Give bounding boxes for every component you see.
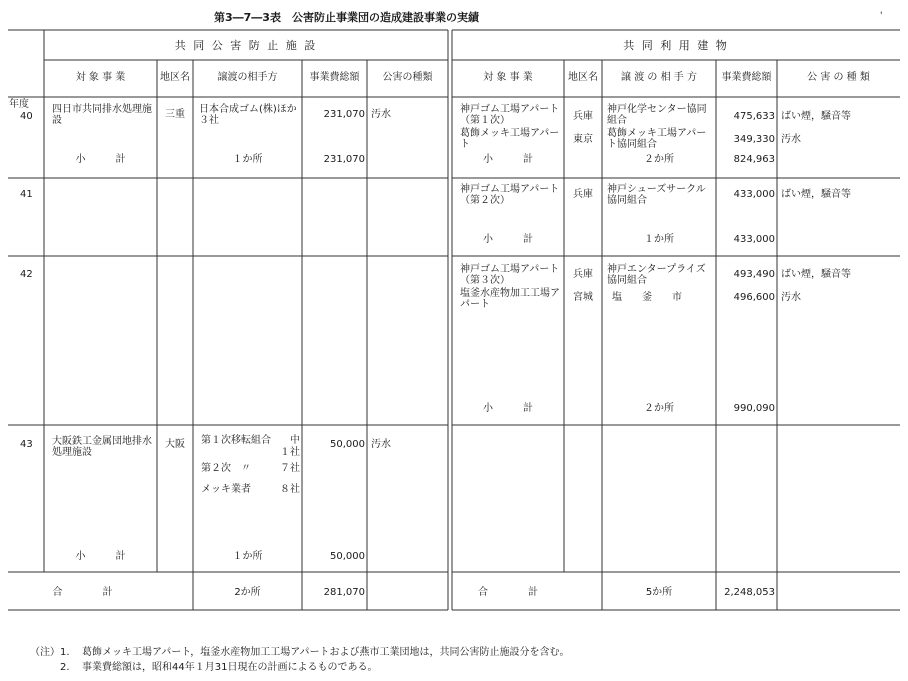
left-col-project: 対 象 事 業 <box>75 72 126 83</box>
right-cost-40-1: 475,633 <box>733 111 775 122</box>
right-pollution-41: ばい煙，騒音等 <box>781 189 851 200</box>
left-recipient-43-3: メッキ業者 <box>201 484 251 495</box>
right-subtotal-label-42: 小 計 <box>483 403 533 414</box>
right-subtotal-places-41: １か所 <box>644 234 674 245</box>
left-recipient-43-1-prefix: 中 <box>290 435 300 446</box>
right-project-40-2: 葛飾メッキ工場アパート <box>460 128 560 150</box>
year-42: 42 <box>20 269 33 280</box>
right-cost-41: 433,000 <box>733 189 775 200</box>
left-district-43: 大阪 <box>165 439 185 450</box>
left-total-cost: 281,070 <box>323 587 365 598</box>
left-subtotal-cost-40: 231,070 <box>323 154 365 165</box>
right-subtotal-label-41: 小 計 <box>483 234 533 245</box>
right-recipient-40-1: 神戸化学センター協同組合 <box>607 104 707 126</box>
left-recipient-43-1-count: １社 <box>280 447 300 458</box>
right-subtotal-label-40: 小 計 <box>483 154 533 165</box>
right-district-40-1: 兵庫 <box>573 111 593 122</box>
right-col-recipient: 譲 渡 の 相 手 方 <box>621 72 697 83</box>
right-subtotal-places-40: ２か所 <box>644 154 674 165</box>
left-recipient-43-3-count: ８社 <box>280 484 300 495</box>
left-subtotal-cost-43: 50,000 <box>330 551 365 562</box>
left-cost-43: 50,000 <box>330 439 365 450</box>
right-project-42-1: 神戸ゴム工場アパート（第３次） <box>460 264 560 286</box>
note-2-text: 事業費総額は，昭和44年１月31日現在の計画によるものである。 <box>82 662 378 673</box>
note-2-num: 2. <box>60 662 70 673</box>
right-pollution-42-2: 汚水 <box>781 292 801 303</box>
left-recipient-43-2: 第２次 〃 <box>201 463 251 474</box>
right-district-42-1: 兵庫 <box>573 269 593 280</box>
left-recipient-43-1: 第１次移転組合 <box>201 435 271 446</box>
right-project-42-2: 塩釜水産物加工工場アパート <box>460 288 560 310</box>
left-col-district: 地区名 <box>160 72 190 83</box>
right-subtotal-places-42: ２か所 <box>644 403 674 414</box>
right-section-header: 共 同 利 用 建 物 <box>623 39 729 52</box>
left-pollution-40: 汚水 <box>371 109 391 120</box>
notes-label: （注） <box>30 647 60 658</box>
right-district-42-2: 宮城 <box>573 292 593 303</box>
right-recipient-42-2: 塩 釜 市 <box>612 292 682 303</box>
right-total-places: 5か所 <box>645 587 673 598</box>
left-section-header: 共 同 公 害 防 止 施 設 <box>174 39 318 52</box>
right-recipient-41: 神戸シューズサークル協同組合 <box>607 184 706 206</box>
year-41: 41 <box>20 189 33 200</box>
right-col-cost: 事業費総額 <box>721 72 772 83</box>
right-subtotal-cost-42: 990,090 <box>733 403 775 414</box>
year-43: 43 <box>20 439 33 450</box>
right-subtotal-cost-40: 824,963 <box>733 154 775 165</box>
right-total-label: 合 計 <box>478 587 538 598</box>
left-subtotal-label-40: 小 計 <box>75 154 126 165</box>
left-recipient-40: 日本合成ゴム(株)ほか３社 <box>199 104 297 126</box>
left-subtotal-places-40: １か所 <box>232 154 263 165</box>
nendo-label: 年度 <box>9 99 29 110</box>
left-col-cost: 事業費総額 <box>309 72 360 83</box>
right-project-41: 神戸ゴム工場アパート（第２次） <box>460 184 560 206</box>
right-district-40-2: 東京 <box>573 134 593 145</box>
right-project-40-1: 神戸ゴム工場アパート（第１次） <box>460 104 560 126</box>
right-cost-42-2: 496,600 <box>733 292 775 303</box>
year-40: 40 <box>20 111 33 122</box>
page-mark: ' <box>880 11 883 21</box>
left-subtotal-places-43: １か所 <box>232 551 263 562</box>
right-recipient-42-1: 神戸エンタープライズ協同組合 <box>607 264 706 286</box>
right-pollution-42-1: ばい煙，騒音等 <box>781 269 851 280</box>
left-col-recipient: 譲渡の相手方 <box>217 72 278 83</box>
left-cost-40: 231,070 <box>323 109 365 120</box>
right-pollution-40-1: ばい煙，騒音等 <box>781 111 851 122</box>
left-total-places: 2か所 <box>234 587 261 598</box>
right-pollution-40-2: 汚水 <box>781 134 801 145</box>
table-title: 第3―7―3表 公害防止事業団の造成建設事業の実績 <box>214 11 479 24</box>
note-1-text: 葛飾メッキ工場アパート，塩釜水産物加工工場アパートおよび燕市工業団地は，共同公害防止施設分を含む。 <box>82 647 570 658</box>
right-total-cost: 2,248,053 <box>724 587 775 598</box>
right-recipient-40-2: 葛飾メッキ工場アパート協同組合 <box>607 128 707 150</box>
right-col-district: 地区名 <box>568 72 598 83</box>
left-project-40: 四日市共同排水処理施設 <box>52 104 152 126</box>
right-district-41: 兵庫 <box>573 189 593 200</box>
left-total-label: 合 計 <box>52 587 113 598</box>
right-col-pollution: 公 害 の 種 類 <box>807 72 870 83</box>
left-pollution-43: 汚水 <box>371 439 391 450</box>
left-subtotal-label-43: 小 計 <box>75 551 126 562</box>
right-subtotal-cost-41: 433,000 <box>733 234 775 245</box>
left-recipient-43-2-count: ７社 <box>280 463 300 474</box>
left-project-43: 大阪鉄工金属団地排水処理施設 <box>52 436 152 458</box>
left-district-40: 三重 <box>165 109 185 120</box>
right-cost-40-2: 349,330 <box>733 134 775 145</box>
left-col-pollution: 公害の種類 <box>382 72 433 83</box>
right-col-project: 対 象 事 業 <box>483 72 533 83</box>
note-1-num: 1. <box>60 647 70 658</box>
right-cost-42-1: 493,490 <box>733 269 775 280</box>
